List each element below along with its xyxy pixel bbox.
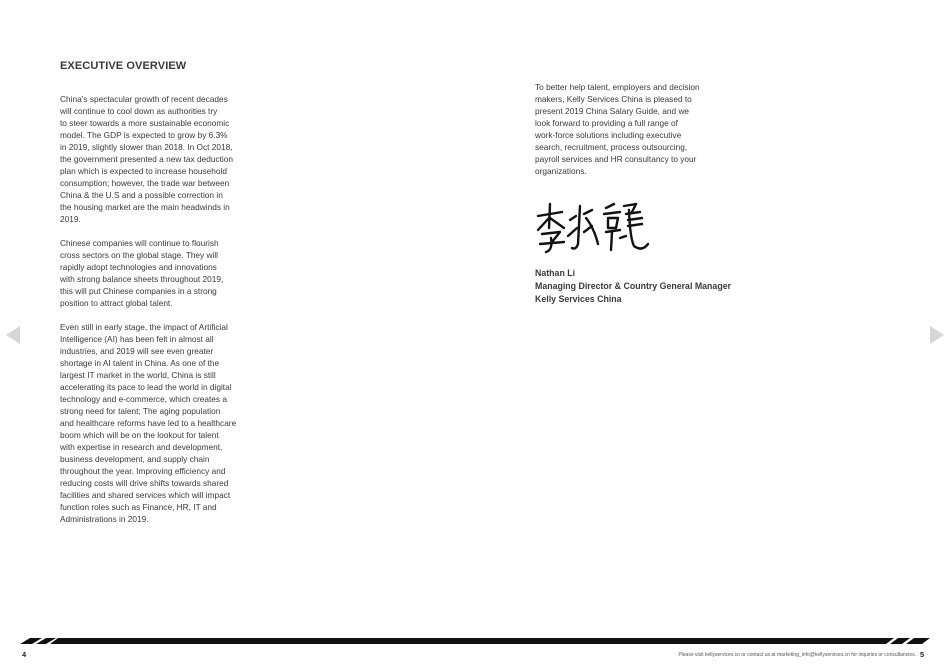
signer-company: Kelly Services China [535, 294, 622, 304]
page-number-right: 5 [920, 650, 925, 659]
left-column [60, 93, 265, 537]
right-column [535, 81, 745, 189]
arrow-right-icon[interactable] [930, 326, 944, 344]
signer-block [535, 267, 731, 306]
body-paragraph-2: Chinese companies will continue to flourish cross sectors on the global stage. They will rapidly adopt technologies and innovations with strong balance sheets throughout 2019, this will put Chinese companies in a strong position to attract global talent. [60, 238, 224, 308]
handwritten-signature [532, 198, 652, 258]
body-paragraph-3: Even still in early stage, the impact of Artificial Intelligence (AI) has been felt in almost all industries, and 2019 will see even greater shortage in AI talent in China. As one of the largest IT market in the world, China is still accelerating its pace to lead the world in digital technology and e-commerce, which creates a strong need for talent; The aging population and healthcare reforms have led to a healthcare boom which will be on the lookout for talent with expertise in research and development, business development, and supply chain throughout the year. Improving efficiency and reducing costs will drive shifts towards shared facilities and shared services which will impact function roles such as Finance, HR, IT and Administrations in 2019. [60, 322, 237, 524]
signer-role: Managing Director & Country General Manager [535, 281, 732, 291]
page-number-left: 4 [22, 650, 27, 659]
footer-note: Please visit kellyservices.cn or contact us at marketing_info@kellyservices.cn for inquiries or consultancies. [678, 652, 916, 658]
signer-name: Nathan Li [535, 268, 576, 278]
body-paragraph-1: China’s spectacular growth of recent decades will continue to cool down as authorities try to steer towards a more sustainable economic model. The GDP is expected to grow by 6.3% in 2019, slightly slower than 2018. In Oct 2018, the government presented a new tax deduction plan which is expected to increase household consumption; however, the trade war between China & the U.S and a possible correction in the housing market are the main headwinds in 2019. [60, 94, 233, 224]
body-paragraph-right: To better help talent, employers and decision makers, Kelly Services China is pleased to present 2019 China Salary Guide, and we look forward to providing a full range of work-force solutions including executive search, recruitment, process outsourcing, payroll services and HR consultancy to your organizations. [535, 82, 700, 176]
arrow-left-icon[interactable] [6, 326, 20, 344]
footer-bar [18, 636, 932, 646]
page-title: EXECUTIVE OVERVIEW [60, 60, 187, 72]
